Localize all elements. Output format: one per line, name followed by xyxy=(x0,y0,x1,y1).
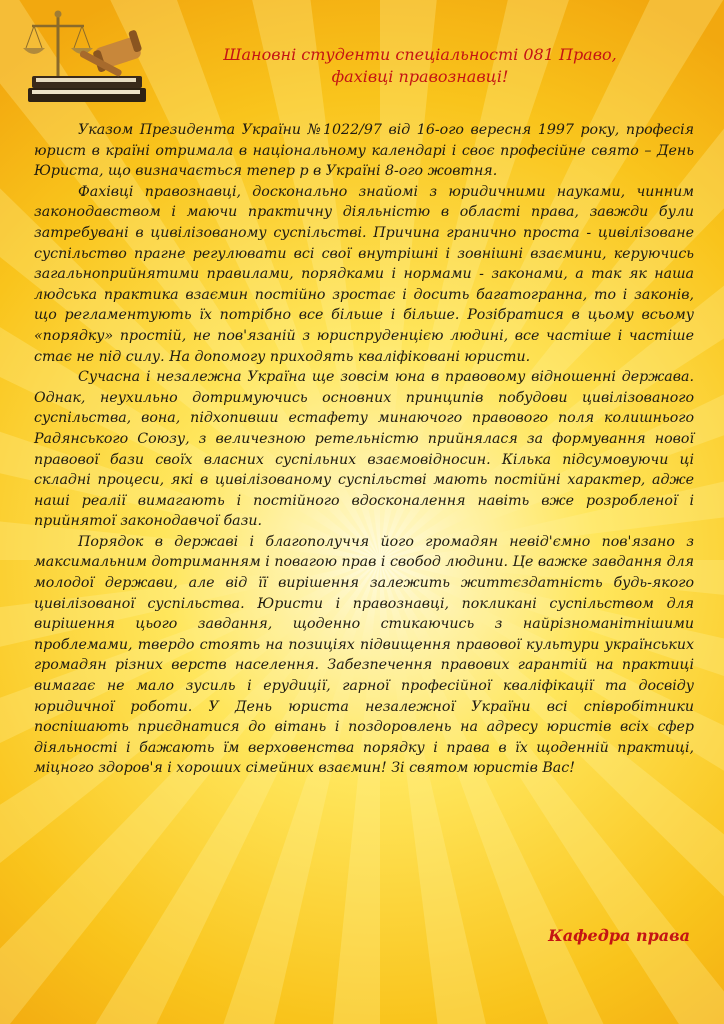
paragraph: Сучасна і незалежна Україна ще зовсім юна в правовому відношенні держава. Однак, неухильно дотримуючись основних принципів побудови цивілізованого суспільства, вона, підхопивши естафету минаючого правового поля колишнього Радянського Союзу, з величезною ретельністю прийнялася за формування нової правової бази своїх власних суспільних взаємовідносин. Кілька підсумовуючи ці складні процеси, які в цивілізованому суспільстві мають постійні характер, адже наші реалії вимагають і постійного вдосконалення навіть вже розробленої і прийнятої законодавчої бази. xyxy=(34,369,694,530)
title-line-2: фахівці правознавці! xyxy=(331,67,509,86)
paragraph: Указом Президента України №1022/97 від 16-ого вересня 1997 року, професія юрист в країні отримала в національному календарі і своє професійне свято – День Юриста, що визначається тепер р в Україні 8-ого жовтня. xyxy=(34,122,694,180)
paragraph: Порядок в державі і благополуччя його громадян невід'ємно пов'язано з максимальним дотриманням і повагою прав і свобод людини. Це важке завдання для молодої держави, але від її вирішення залежить життєздатність будь-якого цивілізованої суспільства. Юристи і правознавці, покликані суспільством для вирішення цього завдання, щоденно стикаючись з найрізноманітнішими проблемами, твердо стоять на позиціях підвищення правової культури українських громадян різних верств населення. Забезпечення правових гарантій на практиці вимагає не мало зусиль і ерудиції, гарної професійної кваліфікації та досвіду юридичної роботи. У День юриста незалежної України всі співробітники поспішають приєднатися до вітань і поздоровлень на адресу юристів всіх сфер діяльності і бажають їм верховенства порядку і права в їх щоденній практиці, міцного здоров'я і хороших сімейних взаємин! Зі святом юристів Вас! xyxy=(34,533,694,777)
signature: Кафедра права xyxy=(548,926,690,945)
scales-gavel-books-icon xyxy=(18,6,168,106)
greeting-title xyxy=(170,44,670,88)
letter-body xyxy=(34,120,694,779)
title-line-1: Шановні студенти спеціальності 081 Право, xyxy=(223,45,617,64)
paragraph: Фахівці правознавці, досконально знайомі з юридичними науками, чинним законодавством і маючи практичну діяльністю в області права, завжди були затребувані в цивілізованому суспільстві. Причина гранично проста - цивілізоване суспільство прагне регулювати всі свої внутрішні і зовнішні взаємини, керуючись загальноприйнятими правилами, порядками і нормами - законами, а так як наша людська практика взаємин постійно зростає і досить багатогранна, то і законів, що регламентують їх потрібно все більше і більше. Розібратися в цьому всьому «порядку» простій, не пов'язаній з юриспруденцією людині, все частіше і частіше стає не під силу. На допомогу приходять кваліфіковані юристи. xyxy=(34,183,694,365)
